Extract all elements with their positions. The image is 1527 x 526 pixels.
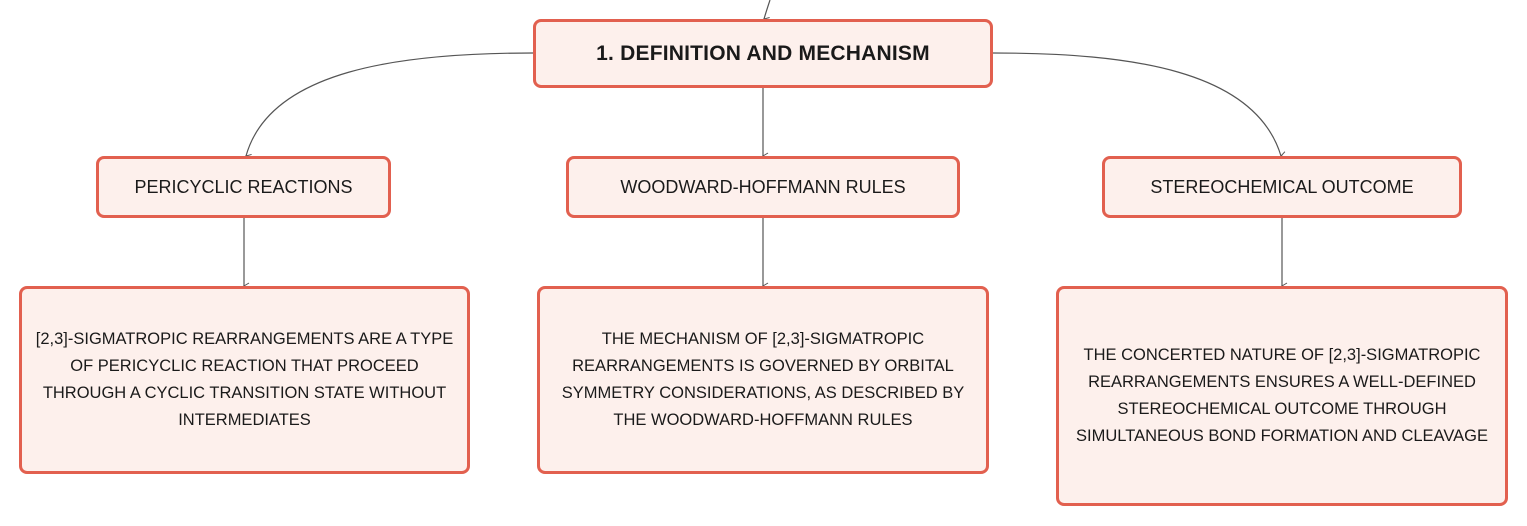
topic-node-pericyclic-reactions[interactable] <box>96 156 391 218</box>
connector-root-to-stereochemical <box>993 53 1281 156</box>
topic-node-label: PERICYCLIC REACTIONS <box>134 176 353 197</box>
root-node-label: 1. DEFINITION AND MECHANISM <box>596 41 930 65</box>
detail-node-woodward-hoffmann-rules[interactable] <box>537 286 989 474</box>
topic-node-label: WOODWARD-HOFFMANN RULES <box>620 176 906 197</box>
connector-parent-to-root <box>764 0 770 19</box>
root-node[interactable] <box>533 19 993 88</box>
connector-root-to-pericyclic <box>246 53 533 156</box>
detail-node-text: THE CONCERTED NATURE OF [2,3]-SIGMATROPIC REARRANGEMENTS ENSURES A WELL-DEFINED STEREOCHEMICAL OUTCOME THROUGH SIMULTANEOUS BOND FORMATION AND CLEAVAGE <box>1076 346 1488 445</box>
detail-node-stereochemical-outcome[interactable] <box>1056 286 1508 506</box>
detail-node-text: THE MECHANISM OF [2,3]-SIGMATROPIC REARRANGEMENTS IS GOVERNED BY ORBITAL SYMMETRY CONSIDERATIONS, AS DESCRIBED BY THE WOODWARD-HOFFMANN RULES <box>561 330 965 429</box>
topic-node-woodward-hoffmann-rules[interactable] <box>566 156 960 218</box>
topic-node-label: STEREOCHEMICAL OUTCOME <box>1150 176 1414 197</box>
detail-node-text: [2,3]-SIGMATROPIC REARRANGEMENTS ARE A TYPE OF PERICYCLIC REACTION THAT PROCEED THROUGH A CYCLIC TRANSITION STATE WITHOUT INTERMEDIATES <box>35 330 454 429</box>
detail-node-pericyclic-reactions[interactable] <box>19 286 470 474</box>
topic-node-stereochemical-outcome[interactable] <box>1102 156 1462 218</box>
